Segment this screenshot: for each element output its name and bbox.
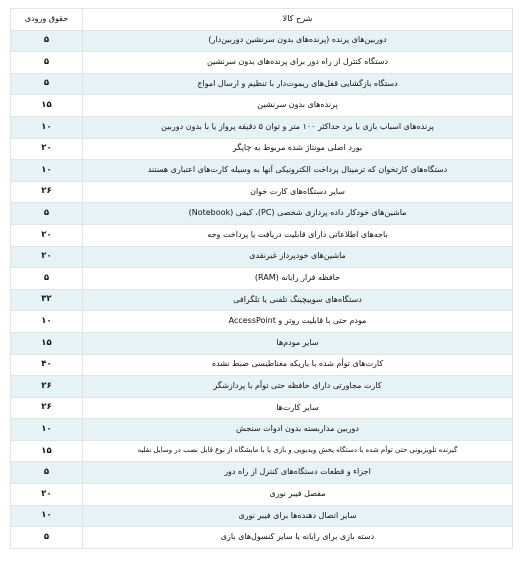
row-description: سایر مودم‌ها <box>83 332 513 354</box>
table-row <box>11 289 513 311</box>
row-duty: ۱۵ <box>11 95 83 117</box>
row-duty: ۲۰ <box>11 224 83 246</box>
header-duty: حقوق ورودی <box>11 9 83 31</box>
row-description: دوربین مداربسته بدون ادوات سنجش <box>83 419 513 441</box>
row-description: سایر دستگاه‌های کارت خوان <box>83 181 513 203</box>
table-row <box>11 181 513 203</box>
row-description: پرنده‌های بدون سرنشین <box>83 95 513 117</box>
row-duty: ۱۰ <box>11 160 83 182</box>
table-row <box>11 73 513 95</box>
row-description: سایر اتصال دهنده‌ها برای فیبر نوری <box>83 505 513 527</box>
row-description: کارت مجاورتی دارای حافظه حتی توأم با پردازشگر <box>83 376 513 398</box>
table-row <box>11 311 513 333</box>
row-duty: ۵ <box>11 462 83 484</box>
row-duty: ۳۲ <box>11 289 83 311</box>
row-duty: ۵ <box>11 30 83 52</box>
row-duty: ۱۵ <box>11 332 83 354</box>
table-header-row <box>11 9 513 31</box>
table-row <box>11 246 513 268</box>
row-description: ماشین‌های خودپرداز غیرنقدی <box>83 246 513 268</box>
row-duty: ۵ <box>11 203 83 225</box>
row-description: مفصل فیبر نوری <box>83 484 513 506</box>
row-duty: ۲۶ <box>11 376 83 398</box>
table-body <box>11 30 513 548</box>
table-row <box>11 203 513 225</box>
row-description: ماشین‌های خودکار داده پردازی شخصی (PC)، کیفی (Notebook) <box>83 203 513 225</box>
row-duty: ۱۰ <box>11 419 83 441</box>
row-duty: ۵ <box>11 73 83 95</box>
table-row <box>11 268 513 290</box>
row-duty: ۱۵ <box>11 440 83 462</box>
row-description: دستگاه‌های سوییچینگ تلفنی یا تلگرافی <box>83 289 513 311</box>
table-row <box>11 376 513 398</box>
row-description: کارت‌های توأم شده با باریکه مغناطیسی ضبط نشده <box>83 354 513 376</box>
row-description: مودم حتی با قابلیت روتر و AccessPoint <box>83 311 513 333</box>
row-duty: ۵ <box>11 268 83 290</box>
tariff-table <box>10 8 513 549</box>
row-description: حافظه قرار رایانه (RAM) <box>83 268 513 290</box>
table-row <box>11 332 513 354</box>
table-row <box>11 354 513 376</box>
row-description: باجه‌های اطلاعاتی دارای قابلیت دریافت یا پرداخت وجه <box>83 224 513 246</box>
row-description: دستگاه بازگشایی قفل‌های ریموت‌دار با تنظیم و ارسال امواج <box>83 73 513 95</box>
row-description: گیرنده تلویزیونی حتی توأم شده با دستگاه پخش ویدیویی و بازی یا با مایشگاه از نوع قابل نصب در وسایل نقلیه <box>83 440 513 462</box>
table-row <box>11 30 513 52</box>
row-duty: ۴۰ <box>11 354 83 376</box>
table-row <box>11 440 513 462</box>
table-row <box>11 52 513 74</box>
row-description: اجزاء و قطعات دستگاه‌های کنترل از راه دور <box>83 462 513 484</box>
row-description: دستگاه کنترل از راه دور برای پرنده‌های بدون سرنشین <box>83 52 513 74</box>
table-row <box>11 224 513 246</box>
table-row <box>11 160 513 182</box>
row-duty: ۲۶ <box>11 181 83 203</box>
row-duty: ۲۶ <box>11 397 83 419</box>
table-row <box>11 419 513 441</box>
row-duty: ۲۰ <box>11 138 83 160</box>
row-duty: ۵ <box>11 52 83 74</box>
table-row <box>11 138 513 160</box>
table-row <box>11 116 513 138</box>
tariff-table-container <box>10 8 512 549</box>
row-description: پرنده‌های اسباب بازی با برد حداکثر ۱۰۰ متر و توان ۵ دقیقه پرواز یا با بدون دوربین <box>83 116 513 138</box>
row-duty: ۲۰ <box>11 484 83 506</box>
table-row <box>11 462 513 484</box>
row-duty: ۲۰ <box>11 246 83 268</box>
row-duty: ۱۰ <box>11 116 83 138</box>
table-row <box>11 484 513 506</box>
row-description: بورد اصلی مونتاژ شده مربوط به چاپگر <box>83 138 513 160</box>
table-row <box>11 397 513 419</box>
row-description: دستگاه‌های کارتخوان که ترمینال پرداخت الکترونیکی آنها به وسیله کارت‌های اعتباری هستند <box>83 160 513 182</box>
row-duty: ۱۰ <box>11 505 83 527</box>
table-row <box>11 527 513 549</box>
row-description: دوربین‌های پرنده (پرنده‌های بدون سرنشین دوربین‌دار) <box>83 30 513 52</box>
table-row <box>11 95 513 117</box>
row-description: دسته بازی برای رایانه یا سایر کنسول‌های بازی <box>83 527 513 549</box>
row-duty: ۵ <box>11 527 83 549</box>
table-row <box>11 505 513 527</box>
header-description: شرح کالا <box>83 9 513 31</box>
row-duty: ۱۰ <box>11 311 83 333</box>
row-description: سایر کارت‌ها <box>83 397 513 419</box>
